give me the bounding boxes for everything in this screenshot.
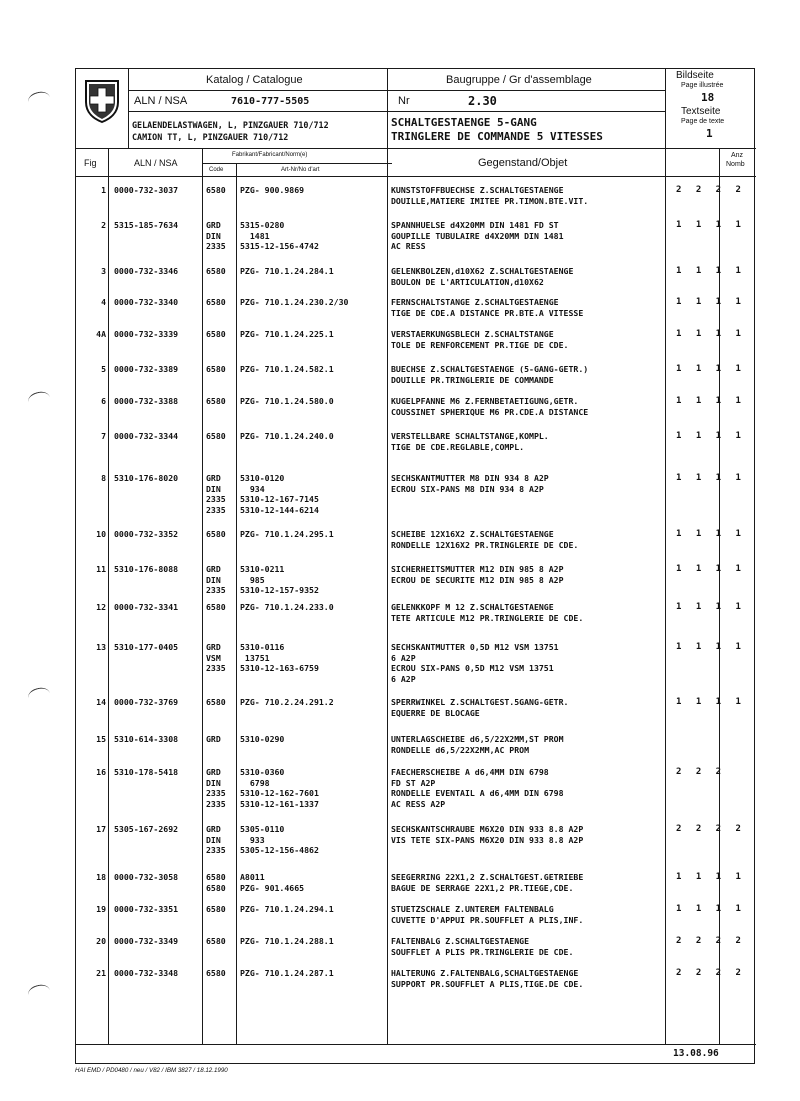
maker-code: 6580 <box>206 396 226 406</box>
article-number: PZG- 710.1.24.294.1 <box>240 904 334 914</box>
maker-code: GRD DIN 2335 <box>206 564 226 596</box>
fig-number: 14 <box>96 697 106 707</box>
quantity: 1 1 1 1 <box>676 529 746 539</box>
fig-number: 12 <box>96 602 106 612</box>
fig-number: 1 <box>101 185 106 195</box>
aln-value: 7610-777-5505 <box>231 96 310 107</box>
article-number: PZG- 710.2.24.291.2 <box>240 697 334 707</box>
part-description: VERSTAERKUNGSBLECH Z.SCHALTSTANGE TOLE DE RENFORCEMENT PR.TIGE DE CDE. <box>391 329 569 350</box>
col-art: Art-Nr/No d'art <box>281 167 320 173</box>
maker-code: 6580 <box>206 185 226 195</box>
illustrated-page-label: Bildseite <box>676 70 714 81</box>
maker-code: 6580 <box>206 529 226 539</box>
fig-number: 17 <box>96 824 106 834</box>
maker-code: GRD DIN 2335 <box>206 824 226 856</box>
col-qty: Anz <box>731 152 744 159</box>
illustrated-page-number: 18 <box>701 91 715 104</box>
article-number: PZG- 710.1.24.240.0 <box>240 431 334 441</box>
part-description: GELENKBOLZEN,d10X62 Z.SCHALTGESTAENGE BOULON DE L'ARTICULATION,d10X62 <box>391 266 574 287</box>
fig-number: 11 <box>96 564 106 574</box>
maker-code: 6580 <box>206 602 226 612</box>
part-description: HALTERUNG Z.FALTENBALG,SCHALTGESTAENGE SUPPORT PR.SOUFFLET A PLIS,TIGE.DE CDE. <box>391 968 584 989</box>
fig-number: 7 <box>101 431 106 441</box>
fig-number: 19 <box>96 904 106 914</box>
fig-number: 4A <box>96 329 106 339</box>
quantity: 1 1 1 1 <box>676 220 746 230</box>
article-number: 5310-0290 <box>240 734 285 744</box>
maker-code: 6580 <box>206 266 226 276</box>
article-number: PZG- 710.1.24.580.0 <box>240 396 334 406</box>
part-description: FALTENBALG Z.SCHALTGESTAENGE SOUFFLET A PLIS PR.TRINGLERIE DE CDE. <box>391 936 574 957</box>
aln-number: 5315-185-7634 <box>114 220 179 230</box>
aln-number: 0000-732-3340 <box>114 297 179 307</box>
part-description: BUECHSE Z.SCHALTGESTAENGE (5-GANG-GETR.) DOUILLE PR.TRINGLERIE DE COMMANDE <box>391 364 589 385</box>
part-description: KUGELPFANNE M6 Z.FERNBETAETIGUNG,GETR. COUSSINET SPHERIQUE M6 PR.CDE.A DISTANCE <box>391 396 589 417</box>
aln-number: 0000-732-3351 <box>114 904 179 914</box>
maker-code: 6580 <box>206 904 226 914</box>
aln-number: 5310-178-5418 <box>114 767 179 777</box>
fig-number: 5 <box>101 364 106 374</box>
aln-number: 0000-732-3388 <box>114 396 179 406</box>
nr-value: 2.30 <box>468 94 497 108</box>
illustrated-page-label-fr: Page illustrée <box>681 82 724 89</box>
quantity: 1 1 1 1 <box>676 697 746 707</box>
assembly-title-fr: TRINGLERE DE COMMANDE 5 VITESSES <box>391 130 603 143</box>
quantity: 1 1 1 1 <box>676 364 746 374</box>
part-description: SPERRWINKEL Z.SCHALTGEST.5GANG-GETR. EQUERRE DE BLOCAGE <box>391 697 569 718</box>
article-number: PZG- 710.1.24.284.1 <box>240 266 334 276</box>
aln-number: 0000-732-3769 <box>114 697 179 707</box>
article-number: PZG- 710.1.24.233.0 <box>240 602 334 612</box>
maker-code: 6580 <box>206 297 226 307</box>
part-description: SECHSKANTMUTTER 0,5D M12 VSM 13751 6 A2P ECROU SIX-PANS 0,5D M12 VSM 13751 6 A2P <box>391 642 559 684</box>
aln-number: 0000-732-3341 <box>114 602 179 612</box>
assembly-title-de: SCHALTGESTAENGE 5-GANG <box>391 116 537 129</box>
quantity: 1 1 1 1 <box>676 473 746 483</box>
part-description: SPANNHUELSE d4X20MM DIN 1481 FD ST GOUPILLE TUBULAIRE d4X20MM DIN 1481 AC RESS <box>391 220 564 252</box>
quantity: 1 1 1 1 <box>676 872 746 882</box>
part-description: SECHSKANTMUTTER M8 DIN 934 8 A2P ECROU SIX-PANS M8 DIN 934 8 A2P <box>391 473 549 494</box>
part-description: GELENKKOPF M 12 Z.SCHALTGESTAENGE TETE ARTICULE M12 PR.TRINGLERIE DE CDE. <box>391 602 584 623</box>
catalog-frame <box>75 68 755 1064</box>
maker-code: 6580 <box>206 697 226 707</box>
aln-number: 0000-732-3339 <box>114 329 179 339</box>
aln-number: 0000-732-3349 <box>114 936 179 946</box>
part-description: SEEGERRING 22X1,2 Z.SCHALTGEST.GETRIEBE BAGUE DE SERRAGE 22X1,2 PR.TIEGE,CDE. <box>391 872 584 893</box>
part-description: SECHSKANTSCHRAUBE M6X20 DIN 933 8.8 A2P VIS TETE SIX-PANS M6X20 DIN 933 8.8 A2P <box>391 824 584 845</box>
quantity: 2 2 2 2 <box>676 936 746 946</box>
maker-code: GRD DIN 2335 2335 <box>206 767 226 809</box>
fig-number: 2 <box>101 220 106 230</box>
quantity: 1 1 1 1 <box>676 329 746 339</box>
fig-number: 21 <box>96 968 106 978</box>
fig-number: 10 <box>96 529 106 539</box>
maker-code: 6580 <box>206 329 226 339</box>
text-page-label: Textseite <box>681 106 721 117</box>
part-description: KUNSTSTOFFBUECHSE Z.SCHALTGESTAENGE DOUILLE,MATIERE IMITEE PR.TIMON.BTE.VIT. <box>391 185 589 206</box>
form-code: HAI EMD / PD0480 / neu / V82 / IBM 3827 / 18.12.1990 <box>75 1067 228 1074</box>
aln-number: 0000-732-3348 <box>114 968 179 978</box>
punch-hole <box>27 390 52 410</box>
quantity: 1 1 1 1 <box>676 642 746 652</box>
part-description: UNTERLAGSCHEIBE d6,5/22X2MM,ST PROM RONDELLE d6,5/22X2MM,AC PROM <box>391 734 564 755</box>
fig-number: 4 <box>101 297 106 307</box>
swiss-cross-shield-icon <box>83 78 121 124</box>
aln-number: 5310-614-3308 <box>114 734 179 744</box>
quantity: 1 1 1 1 <box>676 602 746 612</box>
article-number: PZG- 710.1.24.288.1 <box>240 936 334 946</box>
article-number: 5310-0211 985 5310-12-157-9352 <box>240 564 319 596</box>
nr-label: Nr <box>398 95 410 107</box>
maker-code: 6580 <box>206 968 226 978</box>
fig-number: 8 <box>101 473 106 483</box>
catalog-date: 13.08.96 <box>673 1048 719 1059</box>
article-number: PZG- 710.1.24.287.1 <box>240 968 334 978</box>
quantity: 1 1 1 1 <box>676 396 746 406</box>
fig-number: 18 <box>96 872 106 882</box>
aln-number: 0000-732-3344 <box>114 431 179 441</box>
punch-hole <box>27 983 52 1003</box>
part-description: VERSTELLBARE SCHALTSTANGE,KOMPL. TIGE DE CDE.REGLABLE,COMPL. <box>391 431 549 452</box>
aln-number: 0000-732-3346 <box>114 266 179 276</box>
maker-code: 6580 6580 <box>206 872 226 893</box>
maker-code: 6580 <box>206 936 226 946</box>
quantity: 2 2 2 2 <box>676 185 746 195</box>
part-description: STUETZSCHALE Z.UNTEREM FALTENBALG CUVETTE D'APPUI PR.SOUFFLET A PLIS,INF. <box>391 904 584 925</box>
aln-number: 0000-732-3352 <box>114 529 179 539</box>
aln-number: 0000-732-3037 <box>114 185 179 195</box>
text-page-number: 1 <box>706 127 713 140</box>
article-number: PZG- 710.1.24.295.1 <box>240 529 334 539</box>
aln-number: 5305-167-2692 <box>114 824 179 834</box>
fig-number: 15 <box>96 734 106 744</box>
fig-number: 3 <box>101 266 106 276</box>
fig-number: 16 <box>96 767 106 777</box>
maker-code: 6580 <box>206 431 226 441</box>
quantity: 2 2 2 2 <box>676 968 746 978</box>
catalog-label: Katalog / Catalogue <box>206 74 303 86</box>
part-description: SCHEIBE 12X16X2 Z.SCHALTGESTAENGE RONDELLE 12X16X2 PR.TRINGLERIE DE CDE. <box>391 529 579 550</box>
assembly-label: Baugruppe / Gr d'assemblage <box>446 74 592 86</box>
col-manufacturer: Fabrikant/Fabricant/Norm(e) <box>232 152 308 158</box>
article-number: 5310-0116 13751 5310-12-163-6759 <box>240 642 319 674</box>
fig-number: 6 <box>101 396 106 406</box>
col-aln: ALN / NSA <box>134 158 178 168</box>
aln-number: 0000-732-3389 <box>114 364 179 374</box>
article-number: 5310-0360 6798 5310-12-162-7601 5310-12-161-1337 <box>240 767 319 809</box>
article-number: PZG- 900.9869 <box>240 185 305 195</box>
aln-number: 5310-177-0405 <box>114 642 179 652</box>
aln-number: 0000-732-3058 <box>114 872 179 882</box>
col-object: Gegenstand/Objet <box>478 157 568 169</box>
punch-hole <box>27 90 52 110</box>
quantity: 2 2 2 <box>676 767 726 777</box>
article-number: A8011 PZG- 901.4665 <box>240 872 305 893</box>
maker-code: GRD DIN 2335 2335 <box>206 473 226 515</box>
quantity: 2 2 2 2 <box>676 824 746 834</box>
article-number: 5315-0280 1481 5315-12-156-4742 <box>240 220 319 252</box>
article-number: 5305-0110 933 5305-12-156-4862 <box>240 824 319 856</box>
maker-code: GRD DIN 2335 <box>206 220 226 252</box>
vehicle-line-de: GELAENDELASTWAGEN, L, PINZGAUER 710/712 <box>132 120 329 130</box>
col-fig: Fig <box>84 158 97 168</box>
article-number: PZG- 710.1.24.230.2/30 <box>240 297 349 307</box>
article-number: PZG- 710.1.24.582.1 <box>240 364 334 374</box>
part-description: SICHERHEITSMUTTER M12 DIN 985 8 A2P ECROU DE SECURITE M12 DIN 985 8 A2P <box>391 564 564 585</box>
maker-code: GRD VSM 2335 <box>206 642 226 674</box>
article-number: PZG- 710.1.24.225.1 <box>240 329 334 339</box>
aln-number: 5310-176-8088 <box>114 564 179 574</box>
quantity: 1 1 1 1 <box>676 904 746 914</box>
aln-label: ALN / NSA <box>134 95 188 107</box>
vehicle-line-fr: CAMION TT, L, PINZGAUER 710/712 <box>132 132 289 142</box>
col-code: Code <box>209 167 224 173</box>
quantity: 1 1 1 1 <box>676 431 746 441</box>
col-qty-fr: Nomb <box>726 161 745 168</box>
punch-hole <box>27 686 52 706</box>
article-number: 5310-0120 934 5310-12-167-7145 5310-12-144-6214 <box>240 473 319 515</box>
quantity: 1 1 1 1 <box>676 266 746 276</box>
text-page-label-fr: Page de texte <box>681 118 725 125</box>
maker-code: GRD <box>206 734 221 744</box>
aln-number: 5310-176-8020 <box>114 473 179 483</box>
fig-number: 13 <box>96 642 106 652</box>
fig-number: 20 <box>96 936 106 946</box>
quantity: 1 1 1 1 <box>676 297 746 307</box>
part-description: FAECHERSCHEIBE A d6,4MM DIN 6798 FD ST A2P RONDELLE EVENTAIL A d6,4MM DIN 6798 AC RESS A2P <box>391 767 564 809</box>
quantity: 1 1 1 1 <box>676 564 746 574</box>
part-description: FERNSCHALTSTANGE Z.SCHALTGESTAENGE TIGE DE CDE.A DISTANCE PR.BTE.A VITESSE <box>391 297 584 318</box>
maker-code: 6580 <box>206 364 226 374</box>
